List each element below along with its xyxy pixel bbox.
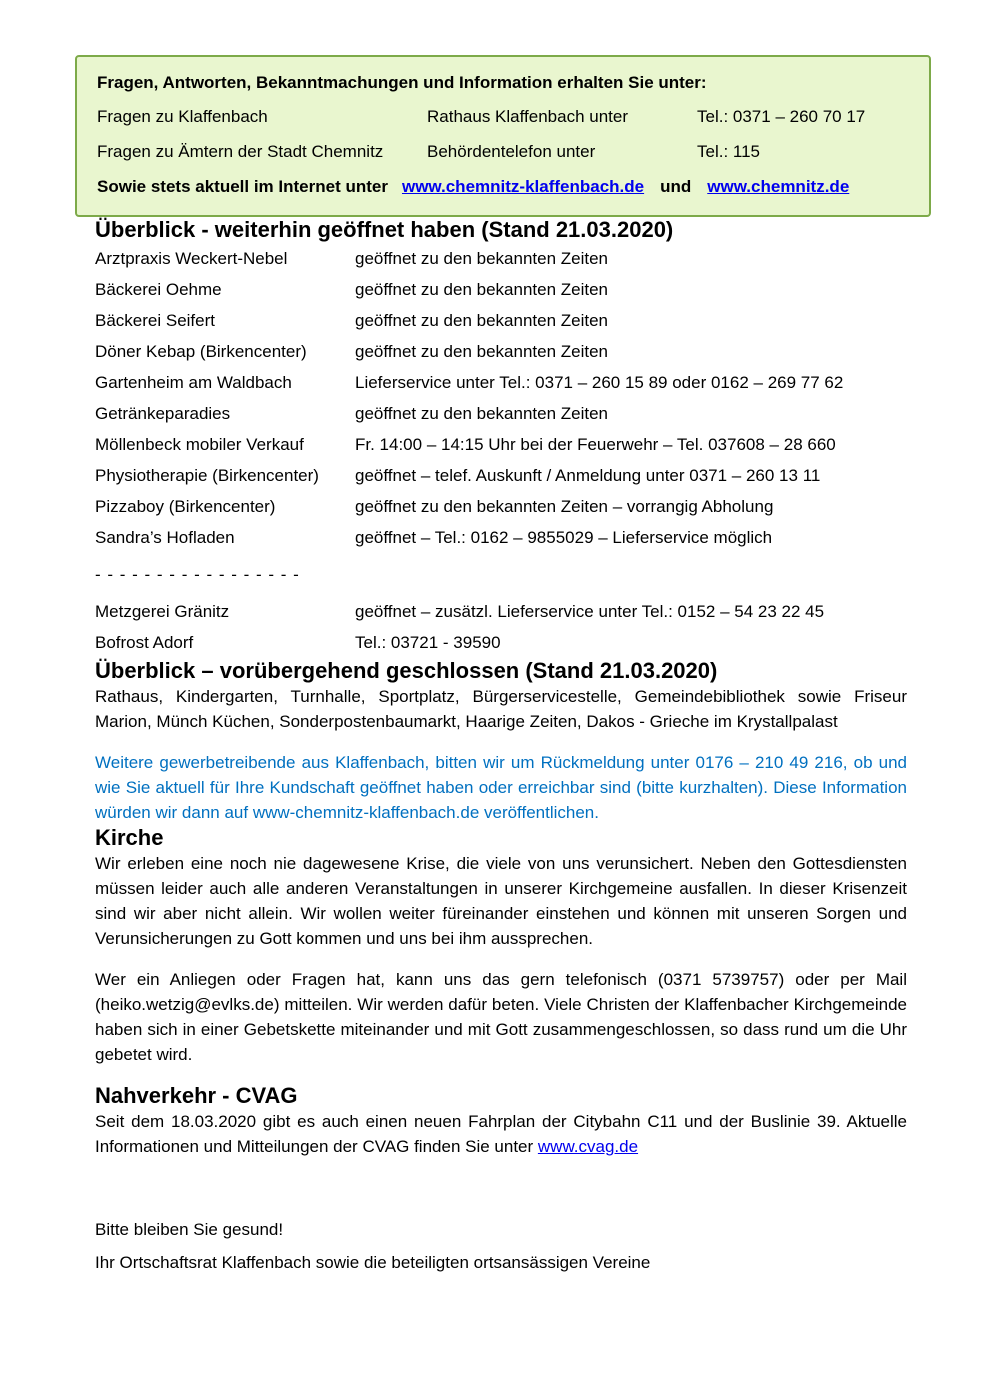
nahverkehr-text: Seit dem 18.03.2020 gibt es auch einen neuen Fahrplan der Citybahn C11 und der Buslinie 39. Aktuelle Informationen und Mitteilungen der CVAG finden Sie unter	[95, 1112, 907, 1156]
heading-nahverkehr: Nahverkehr - CVAG	[95, 1083, 298, 1108]
business-name: Döner Kebap (Birkencenter)	[95, 342, 307, 361]
info-place: Rathaus Klaffenbach unter	[427, 107, 628, 126]
business-name: Bäckerei Seifert	[95, 311, 215, 330]
business-name: Gartenheim am Waldbach	[95, 373, 292, 392]
business-status: geöffnet zu den bekannten Zeiten	[355, 249, 608, 268]
heading-closed: Überblick – vorübergehend geschlossen (Stand 21.03.2020)	[95, 658, 718, 683]
business-name: Möllenbeck mobiler Verkauf	[95, 435, 304, 454]
link-cvag[interactable]: www.cvag.de	[537, 1137, 639, 1156]
list-item	[95, 398, 907, 429]
business-status: Fr. 14:00 – 14:15 Uhr bei der Feuerwehr – Tel. 037608 – 28 660	[355, 435, 836, 454]
business-name: Bofrost Adorf	[95, 633, 194, 652]
info-topic: Fragen zu Klaffenbach	[97, 107, 268, 126]
list-item	[95, 336, 907, 367]
business-name: Sandra’s Hofladen	[95, 528, 235, 547]
list-item	[95, 491, 907, 522]
info-topic: Fragen zu Ämtern der Stadt Chemnitz	[97, 142, 384, 161]
late-additions-list	[95, 596, 907, 658]
kirche-paragraph-2: Wer ein Anliegen oder Fragen hat, kann uns das gern telefonisch (0371 5739757) oder per Mail (heiko.wetzig@evlks.de) mitteilen. Wir werden dafür beten. Viele Christen der Klaffenbacher Kirchgemeinde haben sich in einer Gebetskette miteinander und mit Gott zusammengeschlossen, so dass rund um die Uhr gebetet wird.	[95, 970, 907, 1064]
content-column	[95, 217, 907, 1275]
kirche-paragraph-1: Wir erleben eine noch nie dagewesene Krise, die viele von uns verunsichert. Neben den Gottesdiensten müssen leider auch alle anderen Veranstaltungen in unserer Kirchgemeine ausfallen. In dieser Krisenzeit sind wir aber nicht allein. Wir wollen weiter füreinander einstehen und können mit unseren Sorgen und Verunsicherungen zu Gott kommen und uns bei ihm aussprechen.	[95, 854, 907, 948]
business-status: Tel.: 03721 - 39590	[355, 633, 501, 652]
closed-list-text: Rathaus, Kindergarten, Turnhalle, Sportplatz, Bürgerservicestelle, Gemeindebibliothek sowie Friseur Marion, Münch Küchen, Sonderpostenbaumarkt, Haarige Zeiten, Dakos - Grieche im Krystallpalast	[95, 687, 907, 731]
heading-open: Überblick - weiterhin geöffnet haben (Stand 21.03.2020)	[95, 217, 674, 242]
business-status: geöffnet – telef. Auskunft / Anmeldung unter 0371 – 260 13 11	[355, 466, 821, 485]
business-status: geöffnet zu den bekannten Zeiten	[355, 280, 608, 299]
info-box	[75, 55, 931, 217]
heading-kirche: Kirche	[95, 825, 164, 850]
nahverkehr-paragraph	[95, 1109, 907, 1159]
info-box-title: Fragen, Antworten, Bekanntmachungen und Information erhalten Sie unter:	[97, 73, 707, 92]
business-name: Metzgerei Gränitz	[95, 602, 230, 621]
dashed-separator: - - - - - - - - - - - - - - - - -	[95, 565, 300, 584]
info-row-chemnitz	[97, 142, 909, 162]
list-item	[95, 460, 907, 491]
list-item	[95, 522, 907, 553]
link-chemnitz-klaffenbach[interactable]: www.chemnitz-klaffenbach.de	[401, 177, 645, 196]
business-name: Arztpraxis Weckert-Nebel	[95, 249, 288, 268]
list-item	[95, 627, 907, 658]
business-status: geöffnet – Tel.: 0162 – 9855029 – Lieferservice möglich	[355, 528, 773, 547]
business-name: Bäckerei Oehme	[95, 280, 222, 299]
business-name: Physiotherapie (Birkencenter)	[95, 466, 319, 485]
feedback-notice: Weitere gewerbetreibende aus Klaffenbach, bitten wir um Rückmeldung unter 0176 – 210 49 216, ob und wie Sie aktuell für Ihre Kundschaft geöffnet haben oder erreichbar sind (bitte kurzhalten). Diese Information würden wir dann auf www-chemnitz-klaffenbach.de veröffentlichen.	[95, 753, 907, 822]
business-name: Pizzaboy (Birkencenter)	[95, 497, 276, 516]
business-status: geöffnet zu den bekannten Zeiten – vorrangig Abholung	[355, 497, 774, 516]
list-item	[95, 274, 907, 305]
info-tel: Tel.: 115	[697, 142, 761, 161]
list-item	[95, 596, 907, 627]
open-list	[95, 243, 907, 553]
business-status: geöffnet zu den bekannten Zeiten	[355, 311, 608, 330]
business-status: geöffnet zu den bekannten Zeiten	[355, 404, 608, 423]
info-row-klaffenbach	[97, 107, 909, 127]
internet-prefix: Sowie stets aktuell im Internet unter	[97, 177, 388, 196]
list-item	[95, 243, 907, 274]
internet-conjunction: und	[660, 177, 692, 196]
business-status: Lieferservice unter Tel.: 0371 – 260 15 89 oder 0162 – 269 77 62	[355, 373, 844, 392]
info-place: Behördentelefon unter	[427, 142, 596, 161]
business-name: Getränkeparadies	[95, 404, 231, 423]
business-status: geöffnet zu den bekannten Zeiten	[355, 342, 608, 361]
business-status: geöffnet – zusätzl. Lieferservice unter Tel.: 0152 – 54 23 22 45	[355, 602, 825, 621]
closing-wish: Bitte bleiben Sie gesund!	[95, 1220, 284, 1239]
closing-signature: Ihr Ortschaftsrat Klaffenbach sowie die beteiligten ortsansässigen Vereine	[95, 1253, 651, 1272]
list-item	[95, 305, 907, 336]
internet-line	[97, 177, 909, 197]
list-item	[95, 367, 907, 398]
info-tel: Tel.: 0371 – 260 70 17	[697, 107, 866, 126]
link-chemnitz[interactable]: www.chemnitz.de	[707, 177, 850, 196]
list-item	[95, 429, 907, 460]
